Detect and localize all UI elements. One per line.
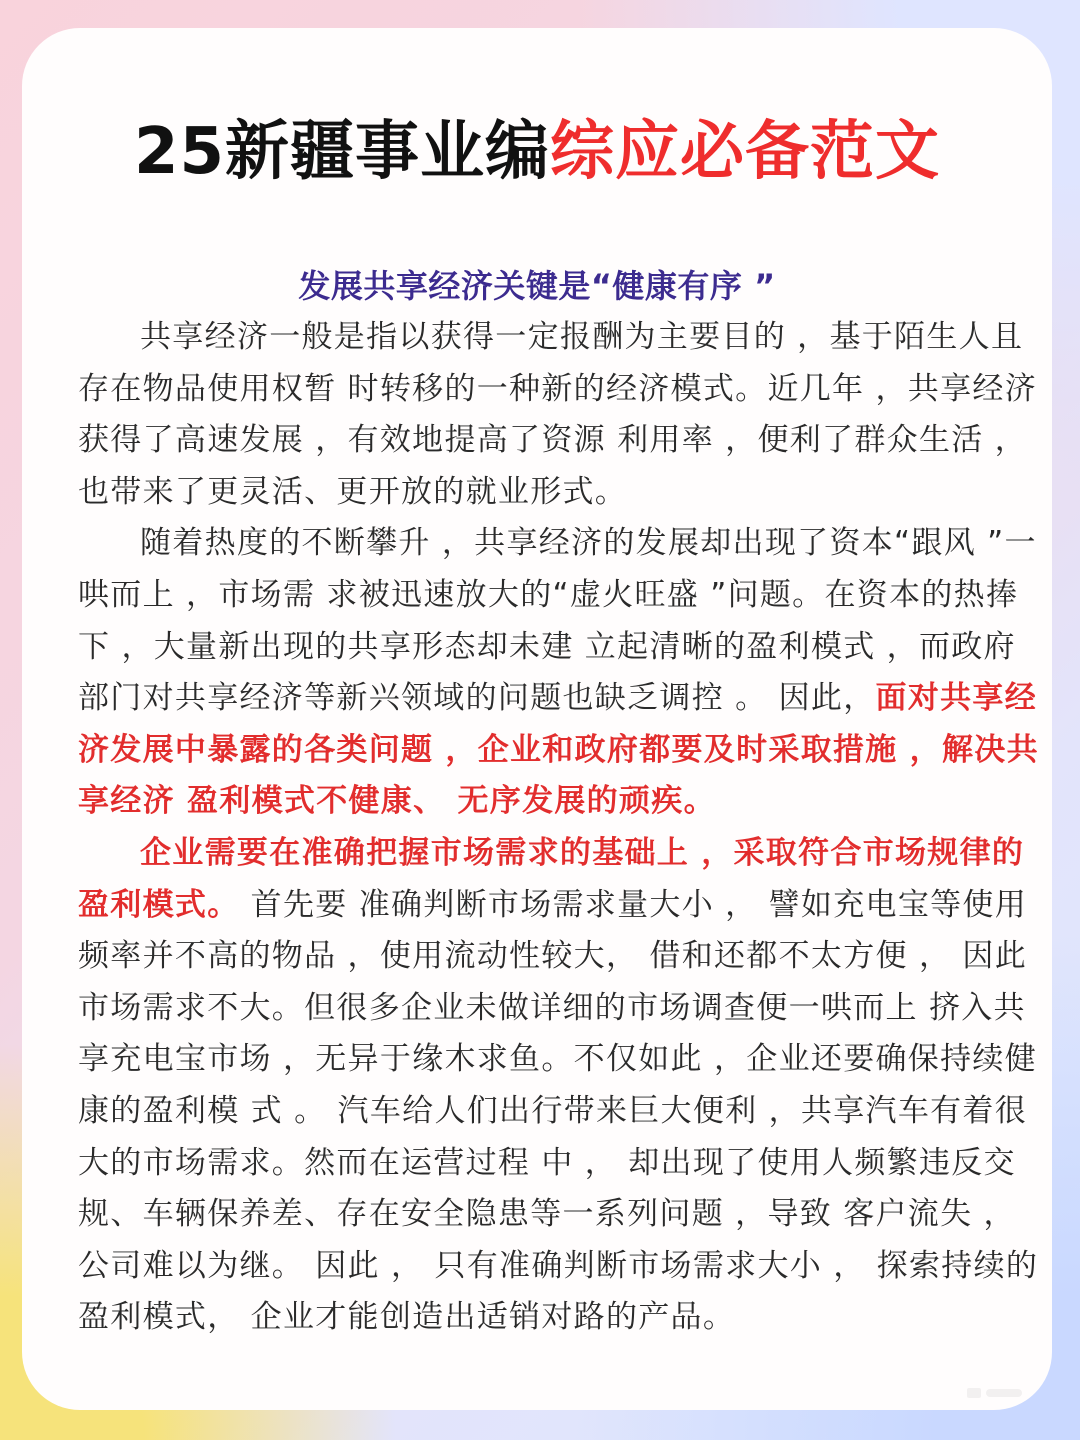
article-card xyxy=(22,28,1052,1410)
paragraph-3-normal-text: 首先要 准确判断市场需求量大小 ， 譬如充电宝等使用频率并不高的物品 ，使用流动性较大， 借和还都不太方便 ， 因此市场需求不大。但很多企业未做详细的市场调查便一哄而上 挤入共享充电宝市场 ，无异于缘木求鱼。不仅如此 ，企业还要确保持续健康的盈利模 式 。 汽车给人们出行带来巨大便利 ，共享汽车有着很大的市场需求。然而在运营过程 中 ， 却出现了使用人频繁违反交规、车辆保养差、存在安全隐患等一系列问题 ，导致 客户流失 ， 公司难以为继。 因此 ， 只有准确判断市场需求大小 ， 探索持续的盈利模式， 企业才能创造出适销对路的产品。 xyxy=(78,886,1039,1336)
paragraph-2-normal-text: 随着热度的不断攀升 ，共享经济的发展却出现了资本“跟风 ”一哄而上 ，市场需 求被迅速放大的“虚火旺盛 ”问题。在资本的热捧下 ，大量新出现的共享形态却未建 立起清晰的盈利模式 ，而政府部门对共享经济等新兴领域的问题也缺乏调控 。 因此， xyxy=(78,525,1037,717)
article-body xyxy=(78,312,1046,1344)
paragraph-3 xyxy=(78,828,1046,1344)
page-title-black-part: 25新疆事业编 xyxy=(133,115,551,189)
article-subtitle: 发展共享经济关键是“健康有序 ” xyxy=(298,267,776,305)
page-title xyxy=(22,115,1052,189)
paragraph-2 xyxy=(78,518,1046,828)
paragraph-3-highlight-text: 企业需要在准确把握市场需求的基础上 ，采取符合市场规律的盈利模式。 xyxy=(78,834,1025,923)
paragraph-2-highlight-text: 面对共享经济发展中暴露的各类问题 ，企业和政府都要及时采取措施 ，解决共享经济 盈利模式不健康、 无序发展的顽疾。 xyxy=(78,680,1039,820)
page-title-red-part: 综应必备范文 xyxy=(550,115,941,189)
paragraph-1: 共享经济一般是指以获得一定报酬为主要目的 ，基于陌生人且存在物品使用权暂 时转移的一种新的经济模式。近几年 ，共享经济获得了高速发展 ，有效地提高了资源 利用率 ，便利了群众生活 ，也带来了更灵活、更开放的就业形式。 xyxy=(78,319,1038,510)
watermark-icon xyxy=(966,1384,1024,1402)
